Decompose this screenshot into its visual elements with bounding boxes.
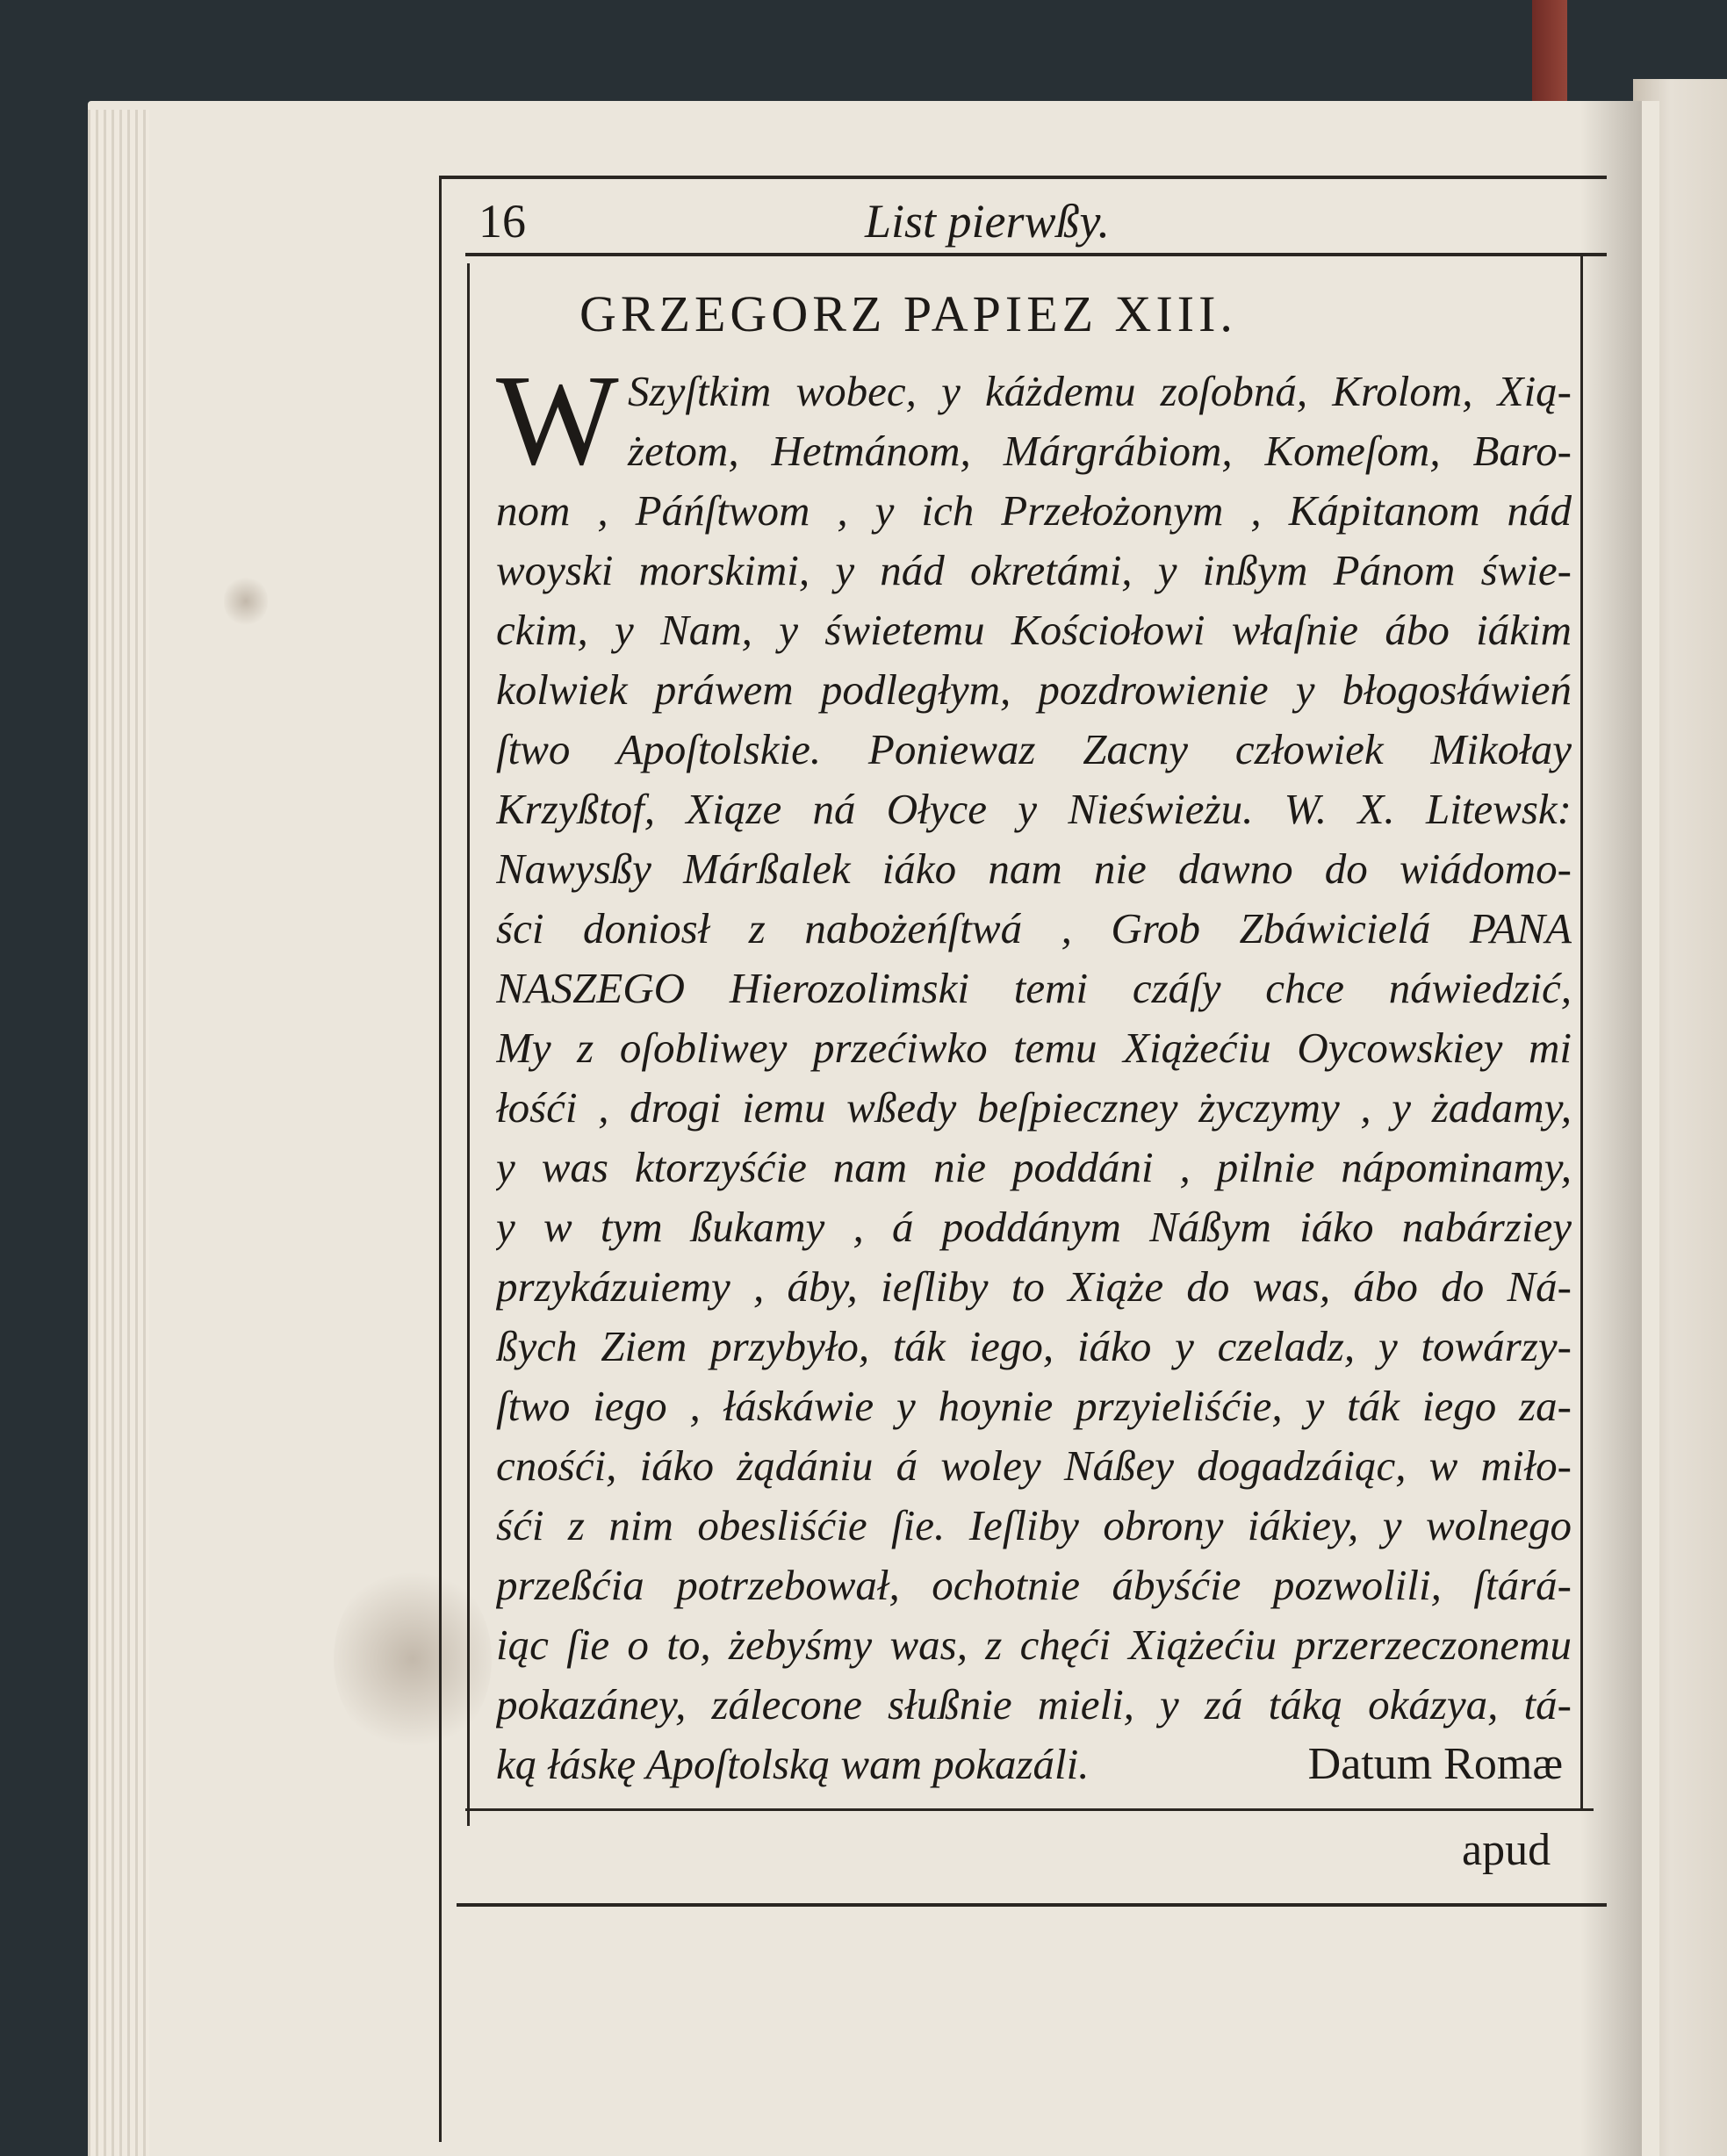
letter-body [496,362,1572,1794]
catchword: apud [1462,1825,1551,1875]
text-line: y w tym ßukamy , á poddánym Náßym iáko nabárziey [496,1203,1572,1251]
text-line: łośći , drogi iemu wßedy beſpieczney życzymy , y żadamy, [496,1083,1572,1132]
text-line: ßych Ziem przybyło, ták iego, iáko y czeladz, y towárzy- [496,1322,1572,1370]
closing-datum: Datum Romæ [1307,1739,1563,1789]
text-line-content: ką łáskę Apoſtolską wam pokazáli. [496,1740,1090,1788]
page-number: 16 [479,195,526,248]
inner-left-rule [467,263,470,1826]
text-line: My z oſobliwey przećiwko temu Xiążećiu Oycowskiey mi [496,1024,1572,1072]
drop-cap: W [496,349,619,492]
text-line: przeßćia potrzebował, ochotnie ábyśćie pozwolili, ſtárá- [496,1561,1572,1609]
text-line: ſtwo Apoſtolskie. Poniewaz Zacny człowiek Mikołay [496,725,1572,773]
text-line: ſtwo iego , łáskáwie y hoynie przyieliśćie, y ták iego za- [496,1382,1572,1430]
text-line: y was ktorzyśćie nam nie poddáni , pilnie nápominamy, [496,1143,1572,1191]
top-rule [439,176,1607,179]
page-stack-edges [88,110,149,2156]
text-line: kolwiek práwem podległym, pozdrowienie y błogosłáwień [496,665,1572,714]
gutter-shadow [1580,101,1642,2156]
text-line: cnośći, iáko żądániu á woley Náßey dogadzáiąc, w miło- [496,1441,1572,1490]
text-line: pokazáney, zálecone słußnie mieli, y zá táką okázya, tá- [496,1680,1572,1728]
text-line: nom , Páńſtwom , y ich Przełożonym , Kápitanom nád [496,486,1572,535]
text-line: przykázuiemy , áby, ieſliby to Xiąże do was, ábo do Ná- [496,1262,1572,1311]
running-title: List pierwßy. [865,195,1111,248]
paper-stain [224,575,268,628]
text-line: woyski morskimi, y nád okretámi, y inßym Pánom świe- [496,546,1572,594]
bottom-inner-rule [465,1808,1594,1811]
text-line: Krzyßtof, Xiąze ná Ołyce y Nieświeżu. W. X. Litewsk: [496,785,1572,833]
outer-left-rule [439,176,442,2142]
header-rule [465,253,1607,256]
text-line: ckim, y Nam, y świetemu Kościołowi właſnie ábo iákim [496,606,1572,654]
text-line: Szyſtkim wobec, y káżdemu zoſobná, Krolom, Xią- [628,367,1572,415]
text-line: ści doniosł z nabożeńſtwá , Grob Zbáwicielá PANA [496,904,1572,952]
bookmark-ribbon [1532,0,1567,105]
text-line: NASZEGO Hierozolimski temi czáſy chce náwiedzić, [496,964,1572,1012]
text-line [496,1735,1572,1794]
text-line: śći z nim obesliśćie ſie. Ieſliby obrony iákiey, y wolnego [496,1501,1572,1549]
text-line: Nawysßy Márßalek iáko nam nie dawno do wiádomo- [496,844,1572,893]
bottom-outer-rule [457,1903,1607,1907]
letter-heading: GRZEGORZ PAPIEZ XIII. [579,285,1237,342]
text-line: żetom, Hetmánom, Márgrábiom, Komeſom, Baro- [628,427,1572,475]
text-line: iąc ſie o to, żebyśmy was, z chęći Xiążećiu przerzeczonemu [496,1621,1572,1669]
inner-right-rule [1580,255,1583,1808]
